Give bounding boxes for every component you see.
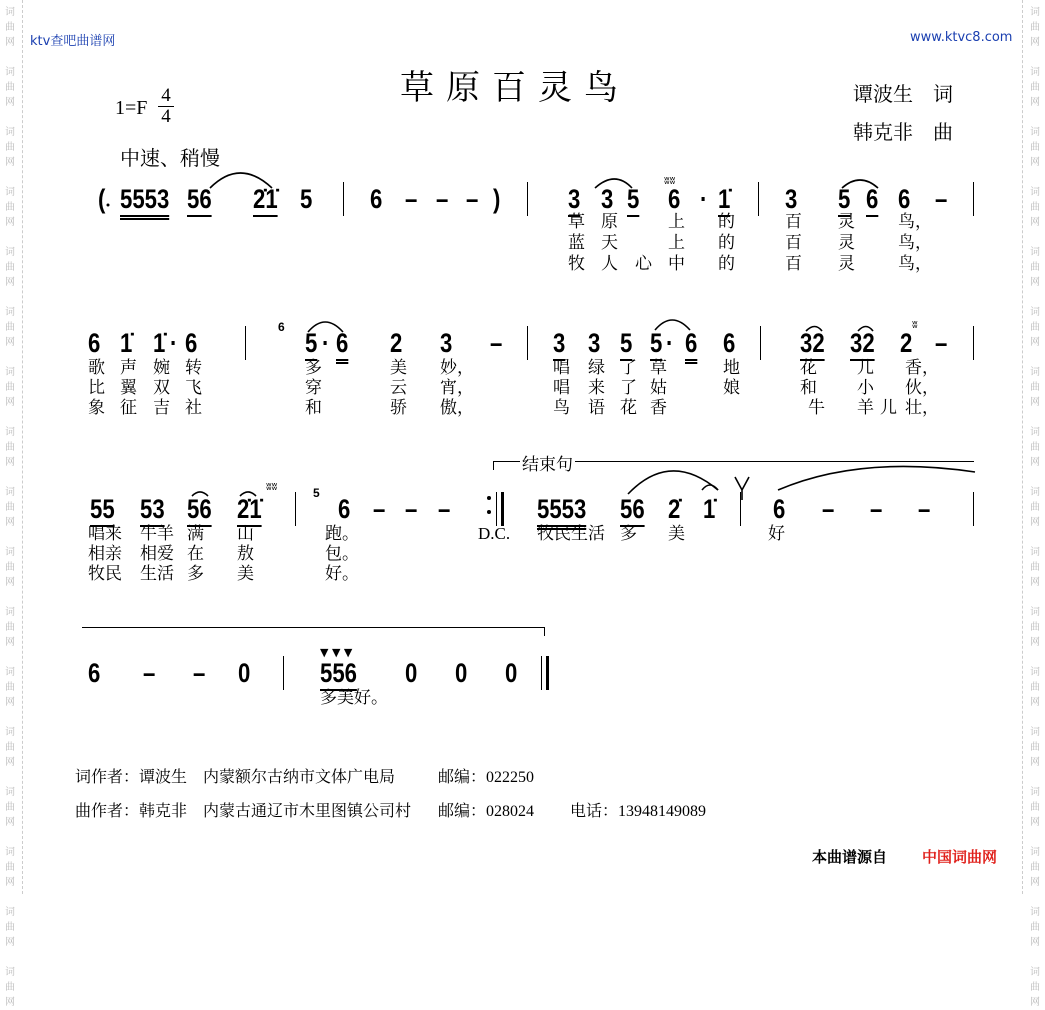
duration-dash: –: [490, 328, 503, 358]
lyric-syllable: 香: [650, 398, 667, 418]
note: 1̇: [718, 184, 730, 217]
lyric-syllable: 鸟: [553, 398, 570, 418]
lyric-syllable: 多: [187, 564, 204, 584]
duration-dash: –: [438, 494, 451, 524]
lyric-syllable: 唱: [553, 378, 570, 398]
note: 2̇1̇: [253, 184, 278, 217]
lyric-syllable: 了: [620, 358, 637, 378]
note: 32: [850, 328, 875, 361]
lyric-syllable: 飞: [185, 378, 202, 398]
lyricist-info: 词作者：谭波生 内蒙额尔古纳市文体广电局: [75, 769, 396, 786]
watermark-text: 词曲网: [5, 667, 15, 708]
note: 5: [627, 184, 639, 217]
note: 3: [440, 328, 453, 358]
lyric-syllable: 跑。: [325, 524, 359, 544]
lyric-syllable: 歌: [88, 358, 105, 378]
note: 56: [187, 494, 212, 527]
time-numerator: 4: [158, 86, 174, 107]
lyric-syllable: 和: [305, 398, 322, 418]
lyric-syllable: 壮，: [905, 398, 939, 418]
lyric-syllable: 儿: [857, 358, 874, 378]
slur: [842, 180, 878, 188]
note: 6: [898, 184, 911, 214]
note: 0: [405, 658, 418, 688]
lyric-syllable: 中: [668, 254, 685, 274]
key-signature: 1=F: [115, 97, 148, 119]
lyric-syllable: 牛羊: [140, 524, 174, 544]
watermark-text: 词曲网: [1030, 727, 1040, 768]
lyric-syllable: 穿: [305, 378, 322, 398]
watermark-text: 词曲网: [5, 487, 15, 528]
tempo-marking: 中速、稍慢: [120, 146, 220, 170]
note: 5: [305, 328, 317, 361]
speck: [107, 204, 110, 207]
lyric-syllable: 草: [650, 358, 667, 378]
lyric-syllable: 百: [785, 212, 802, 232]
note: 55: [90, 494, 115, 527]
parenthesis: ): [493, 184, 501, 214]
slur: [308, 322, 343, 332]
slur: [655, 320, 690, 330]
lyric-syllable: 包。: [325, 544, 359, 564]
repeat-dot: [487, 510, 491, 514]
note: 2: [390, 328, 403, 358]
lyric-syllable: 牧民生活: [537, 524, 605, 544]
watermark-text: 词曲网: [5, 187, 15, 228]
trill-icon: ʬʬ: [266, 480, 278, 493]
slur: [628, 471, 718, 494]
lyric-syllable: 相亲: [88, 544, 122, 564]
watermark-text: 词曲网: [5, 907, 15, 948]
note: 6: [185, 328, 198, 358]
lyric-syllable: 象: [88, 398, 105, 418]
watermark-text: 词曲网: [1030, 367, 1040, 408]
note: 56: [187, 184, 212, 217]
source-link[interactable]: 中国词曲网: [922, 848, 998, 866]
lyric-syllable: 上: [668, 233, 685, 253]
note: 6: [773, 494, 786, 524]
duration-dash: –: [193, 658, 206, 688]
slur: [858, 327, 873, 332]
note: 2̇: [668, 494, 681, 524]
note: 56: [620, 494, 645, 527]
lyric-syllable: 羊: [857, 398, 874, 418]
lyric-syllable: 好。: [325, 564, 359, 584]
lyricist-credit: 谭波生 词: [853, 82, 953, 106]
watermark-text: 词曲网: [1030, 967, 1040, 1008]
note: ·: [322, 328, 330, 358]
fermata: [702, 485, 718, 490]
composer-info: 曲作者：韩克非 内蒙古通辽市木里图镇公司村: [75, 803, 412, 820]
note: 1̇: [703, 494, 716, 524]
note: 5: [650, 328, 662, 361]
watermark-text: 词曲网: [1030, 307, 1040, 348]
lyric-syllable: D.C.: [478, 524, 511, 543]
watermark-text: 词曲网: [1030, 607, 1040, 648]
watermark-text: 词曲网: [1030, 427, 1040, 468]
note: 0: [455, 658, 468, 688]
parenthesis: (: [98, 184, 106, 214]
site-name-left[interactable]: ktv查吧曲谱网: [30, 34, 116, 49]
lyric-syllable: 多美好。: [320, 688, 388, 708]
duration-dash: –: [935, 184, 948, 214]
lyric-syllable: 鸟，: [898, 233, 932, 253]
lyric-syllable: 相爱: [140, 544, 174, 564]
slur: [192, 492, 208, 496]
lyric-syllable: 比: [88, 378, 105, 398]
lyric-syllable: 美: [237, 564, 254, 584]
lyric-syllable: 翼: [120, 378, 137, 398]
note: 5: [300, 184, 313, 214]
lyric-syllable: 蓝: [568, 233, 585, 253]
lyric-syllable: 鸟，: [898, 254, 932, 274]
note: 2: [900, 328, 913, 358]
lyric-syllable: 灵: [838, 254, 855, 274]
lyric-syllable: 花: [620, 398, 637, 418]
note: ·: [170, 328, 178, 358]
note: 6: [723, 328, 736, 358]
duration-dash: –: [143, 658, 156, 688]
watermark-text: 词曲网: [1030, 247, 1040, 288]
note: 6: [866, 184, 878, 217]
watermark-text: 词曲网: [5, 607, 15, 648]
watermark-text: 词曲网: [1030, 487, 1040, 528]
watermark-text: 词曲网: [5, 307, 15, 348]
duration-dash: –: [935, 328, 948, 358]
note: 2̇1̇: [237, 494, 262, 527]
lyric-syllable: 婉: [153, 358, 170, 378]
lyric-syllable: 的: [718, 212, 735, 232]
note: 5: [838, 184, 850, 217]
note: ·: [666, 328, 674, 358]
grace-note: 6: [278, 320, 285, 334]
lyric-syllable: 灵: [838, 233, 855, 253]
note: 5553: [537, 494, 586, 530]
lyric-syllable: 生活: [140, 564, 174, 584]
lyric-syllable: 百: [785, 254, 802, 274]
watermark-text: 词曲网: [5, 367, 15, 408]
accent-icon: ▼ ▼ ▼: [320, 646, 353, 659]
tie-long: [778, 466, 975, 490]
lyric-syllable: 天: [601, 233, 618, 253]
lyric-syllable: 的: [718, 254, 735, 274]
watermark-text: 词曲网: [5, 967, 15, 1008]
note: 6: [370, 184, 383, 214]
lyric-syllable: 了: [620, 378, 637, 398]
duration-dash: –: [822, 494, 835, 524]
slur: [595, 179, 632, 188]
watermark-text: 词曲网: [5, 67, 15, 108]
note: 0: [505, 658, 518, 688]
slur: [240, 492, 256, 496]
note: 32: [800, 328, 825, 361]
lyric-syllable: 在: [187, 544, 204, 564]
lyric-syllable: 转: [185, 358, 202, 378]
lyric-syllable: 人: [601, 254, 618, 274]
note: 3: [588, 328, 601, 358]
watermark-text: 词曲网: [1030, 667, 1040, 708]
note: 3: [553, 328, 565, 361]
note: 3: [601, 184, 614, 214]
lyric-syllable: 唱: [553, 358, 570, 378]
lyric-syllable: 娘: [723, 378, 740, 398]
note: 5: [620, 328, 632, 361]
lyric-syllable: 双: [153, 378, 170, 398]
site-url-right[interactable]: www.ktvc8.com: [910, 30, 1013, 45]
lyric-syllable: 儿: [880, 398, 897, 418]
lyric-syllable: 吉: [153, 398, 170, 418]
lyric-syllable: 妙，: [440, 358, 474, 378]
lyric-syllable: 征: [120, 398, 137, 418]
note: 1̇: [120, 328, 133, 358]
watermark-text: 词曲网: [5, 427, 15, 468]
duration-dash: –: [466, 184, 479, 214]
note: 6: [338, 494, 351, 524]
watermark-text: 词曲网: [1030, 547, 1040, 588]
lyric-syllable: 傲，: [440, 398, 474, 418]
duration-dash: –: [436, 184, 449, 214]
watermark-text: 词曲网: [1030, 187, 1040, 228]
song-title: 草原百灵鸟: [400, 68, 630, 108]
watermark-text: 词曲网: [5, 247, 15, 288]
lyric-syllable: 好: [768, 524, 785, 544]
note: 0: [238, 658, 251, 688]
lyric-syllable: 多: [305, 358, 322, 378]
note: 3: [785, 184, 798, 214]
lyric-syllable: 小: [857, 378, 874, 398]
composer-credit: 韩克非 曲: [853, 120, 953, 144]
lyric-syllable: 草: [568, 212, 585, 232]
watermark-text: 词曲网: [1030, 7, 1040, 48]
grace-note: 5: [313, 486, 320, 500]
trill-icon: ʬʬ: [664, 174, 676, 187]
lyric-syllable: 来: [588, 378, 605, 398]
watermark-text: 词曲网: [5, 547, 15, 588]
note: ·: [700, 184, 708, 214]
duration-dash: –: [373, 494, 386, 524]
watermark-text: 词曲网: [5, 847, 15, 888]
lyric-syllable: 骄: [390, 398, 407, 418]
lyric-syllable: 美: [668, 524, 685, 544]
note: 6: [685, 328, 697, 364]
lyric-syllable: 花: [800, 358, 817, 378]
duration-dash: –: [405, 494, 418, 524]
lyric-syllable: 山: [237, 524, 254, 544]
lyric-syllable: 云: [390, 378, 407, 398]
note: 6: [336, 328, 348, 364]
watermark-text: 词曲网: [5, 7, 15, 48]
lyric-syllable: 香，: [905, 358, 939, 378]
lyric-syllable: 和: [800, 378, 817, 398]
note: 6: [88, 328, 101, 358]
lyric-syllable: 鸟，: [898, 212, 932, 232]
lyric-syllable: 牧民: [88, 564, 122, 584]
watermark-text: 词曲网: [1030, 67, 1040, 108]
watermark-text: 词曲网: [5, 727, 15, 768]
lyric-syllable: 语: [588, 398, 605, 418]
source-label: 本曲谱源自: [812, 848, 888, 866]
duration-dash: –: [405, 184, 418, 214]
duration-dash: –: [870, 494, 883, 524]
lyric-syllable: 上: [668, 212, 685, 232]
watermark-text: 词曲网: [5, 127, 15, 168]
time-denominator: 4: [161, 106, 171, 127]
trill-icon: ʬ: [912, 318, 918, 331]
lyric-syllable: 原: [601, 212, 618, 232]
note: 1̇: [153, 328, 166, 358]
note: 5553: [120, 184, 169, 220]
lyric-syllable: 声: [120, 358, 137, 378]
note: 6: [88, 658, 101, 688]
note: 53: [140, 494, 165, 527]
breath-mark: [735, 477, 749, 500]
watermark-text: 词曲网: [1030, 847, 1040, 888]
lyric-syllable: 伙，: [905, 378, 939, 398]
slur: [806, 327, 822, 332]
repeat-dot: [487, 496, 491, 500]
lyric-syllable: 百: [785, 233, 802, 253]
watermark-text: 词曲网: [1030, 787, 1040, 828]
lyric-syllable: 美: [390, 358, 407, 378]
note: 556: [320, 658, 357, 691]
lyric-syllable: 牧: [568, 254, 585, 274]
lyric-syllable: 地: [723, 358, 740, 378]
watermark-text: 词曲网: [5, 787, 15, 828]
slur: [210, 173, 272, 188]
lyricist-zip: 邮编：022250: [438, 769, 535, 786]
lyric-syllable: 宵，: [440, 378, 474, 398]
duration-dash: –: [918, 494, 931, 524]
lyric-syllable: 的: [718, 233, 735, 253]
lyric-syllable: 灵: [838, 212, 855, 232]
note: 6: [668, 184, 681, 214]
composer-phone: 电话：13948149089: [570, 803, 707, 820]
lyric-syllable: 心: [635, 254, 652, 274]
lyric-syllable: 敖: [237, 544, 254, 564]
composer-zip: 邮编：028024: [438, 803, 535, 820]
lyric-syllable: 社: [185, 398, 202, 418]
lyric-syllable: 满: [187, 524, 204, 544]
lyric-syllable: 牛: [808, 398, 825, 418]
note: 3: [568, 184, 580, 217]
lyric-syllable: 绿: [588, 358, 605, 378]
lyric-syllable: 姑: [650, 378, 667, 398]
coda-label: 结束句: [522, 455, 573, 475]
watermark-text: 词曲网: [1030, 127, 1040, 168]
lyric-syllable: 多: [620, 524, 637, 544]
watermark-text: 词曲网: [1030, 907, 1040, 948]
lyric-syllable: 唱来: [88, 524, 122, 544]
